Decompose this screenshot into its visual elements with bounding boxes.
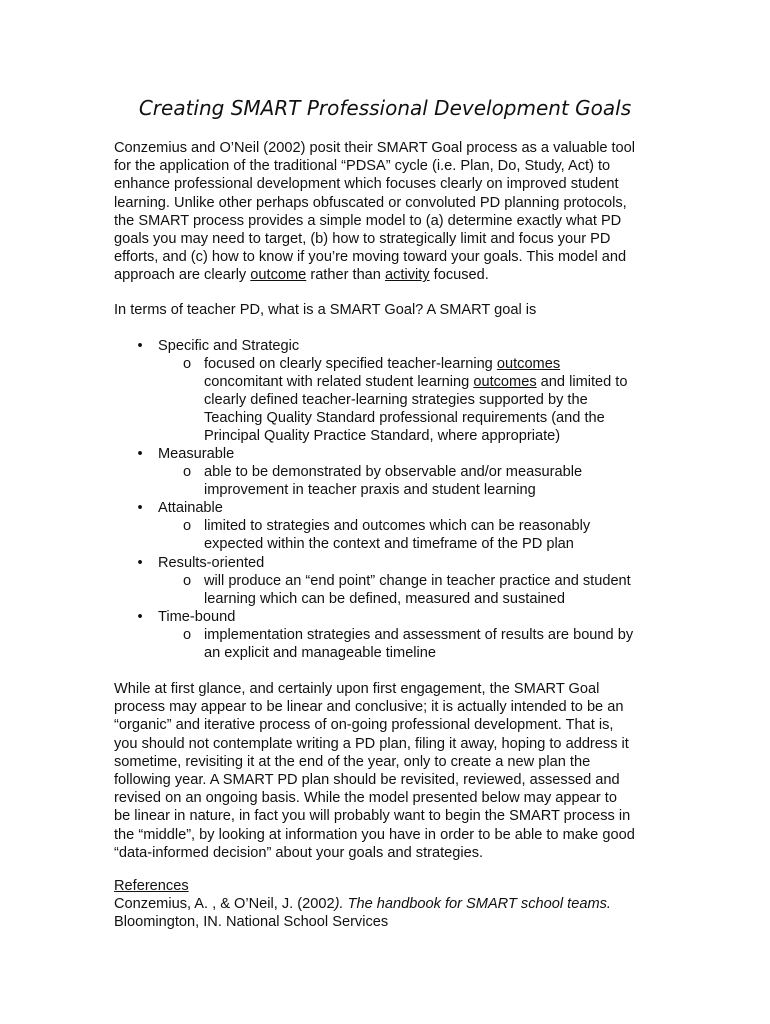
intro-last-line bbox=[114, 266, 635, 284]
sub-text-continuation bbox=[0, 481, 770, 499]
sub-text-line: clearly defined teacher-learning strategies supported by the bbox=[204, 392, 588, 408]
sub-text-line bbox=[204, 373, 627, 391]
sub-text-continuation bbox=[0, 590, 770, 608]
references-heading: References bbox=[114, 878, 189, 894]
document-title: Creating SMART Professional Development Goals bbox=[138, 96, 632, 120]
intro-line: efforts, and (c) how to know if you’re moving toward your goals. This model and bbox=[114, 249, 627, 266]
reference-citation bbox=[114, 895, 611, 913]
criterion-label: Time-bound bbox=[158, 609, 236, 625]
text-fragment: concomitant with related student learning bbox=[204, 374, 474, 390]
sub-text-continuation bbox=[0, 409, 770, 427]
intro-text-fragment: approach are clearly bbox=[114, 267, 251, 284]
citation-publisher: Bloomington, IN. National School Services bbox=[114, 914, 389, 931]
closing-line: While at first glance, and certainly upon first engagement, the SMART Goal bbox=[114, 681, 600, 697]
closing-line: you should not contemplate writing a PD plan, filing it away, hoping to address it bbox=[114, 735, 629, 752]
sub-list-item bbox=[0, 572, 770, 590]
bullet-marker: • bbox=[137, 338, 143, 354]
criterion-label: Results-oriented bbox=[158, 555, 265, 571]
smart-question: In terms of teacher PD, what is a SMART Goal? A SMART goal is bbox=[114, 302, 537, 318]
sub-text-line: able to be demonstrated by observable and/or measurable bbox=[204, 464, 583, 480]
bullet-marker: • bbox=[137, 446, 143, 462]
list-item bbox=[0, 337, 770, 355]
sub-bullet-marker: o bbox=[182, 627, 192, 643]
bullet-marker: • bbox=[137, 500, 143, 516]
closing-line: sometime, revisiting it at the end of the year, only to create a new plan the bbox=[114, 753, 591, 770]
closing-line: “data-informed decision” about your goals and strategies. bbox=[114, 844, 484, 861]
sub-text-line: an explicit and manageable timeline bbox=[204, 645, 437, 661]
bullet-marker: • bbox=[137, 609, 143, 625]
sub-text-continuation bbox=[0, 644, 770, 662]
sub-bullet-marker: o bbox=[182, 518, 192, 534]
underlined-word-outcomes: outcomes bbox=[473, 374, 537, 390]
closing-line: be linear in nature, in fact you will probably want to begin the SMART process in bbox=[114, 808, 631, 825]
citation-book-title: ). The handbook for SMART school teams. bbox=[334, 896, 611, 913]
sub-text-line: Teaching Quality Standard professional requirements (and the bbox=[204, 410, 605, 426]
sub-text-line: will produce an “end point” change in teacher practice and student bbox=[204, 573, 631, 589]
sub-text-continuation bbox=[0, 427, 770, 445]
closing-line: process may appear to be linear and conclusive; it is actually intended to be an bbox=[114, 699, 624, 716]
references-section bbox=[114, 877, 611, 932]
criterion-label: Specific and Strategic bbox=[158, 338, 300, 354]
sub-bullet-marker: o bbox=[182, 356, 192, 372]
intro-line: learning. Unlike other perhaps obfuscated or convoluted PD planning protocols, bbox=[114, 194, 627, 211]
sub-text-line: expected within the context and timeframe of the PD plan bbox=[204, 536, 574, 552]
list-item bbox=[0, 499, 770, 517]
criterion-label: Attainable bbox=[158, 500, 223, 516]
sub-list-item bbox=[0, 463, 770, 481]
sub-text-line: Principal Quality Practice Standard, where appropriate) bbox=[204, 428, 561, 444]
closing-paragraph bbox=[114, 680, 635, 862]
closing-line: revised on an ongoing basis. While the model presented below may appear to bbox=[114, 790, 617, 807]
criterion-label: Measurable bbox=[158, 446, 235, 462]
sub-list-item bbox=[0, 626, 770, 644]
underlined-word-outcome: outcome bbox=[250, 267, 307, 284]
sub-text-continuation bbox=[0, 373, 770, 391]
sub-text-line: limited to strategies and outcomes which can be reasonably bbox=[204, 518, 591, 534]
citation-authors: Conzemius, A. , & O’Neil, J. (2002 bbox=[114, 896, 335, 913]
text-fragment: and limited to bbox=[536, 374, 628, 390]
underlined-word-outcomes: outcomes bbox=[496, 356, 561, 372]
sub-bullet-marker: o bbox=[182, 464, 192, 480]
sub-text-line: improvement in teacher praxis and student learning bbox=[204, 482, 536, 498]
sub-text-continuation bbox=[0, 391, 770, 409]
text-fragment: focused on clearly specified teacher-learning bbox=[204, 356, 497, 372]
intro-text-fragment: focused. bbox=[429, 267, 489, 284]
intro-line: goals you may need to target, (b) how to strategically limit and focus your PD bbox=[114, 230, 611, 247]
intro-line: for the application of the traditional “PDSA” cycle (i.e. Plan, Do, Study, Act) to bbox=[114, 158, 611, 175]
intro-line: enhance professional development which focuses clearly on improved student bbox=[114, 176, 619, 193]
intro-line: Conzemius and O’Neil (2002) posit their SMART Goal process as a valuable tool bbox=[114, 140, 636, 156]
sub-bullet-marker: o bbox=[182, 573, 192, 589]
bullet-marker: • bbox=[137, 555, 143, 571]
list-item bbox=[0, 608, 770, 626]
closing-line: the “middle”, by looking at information you have in order to be able to make good bbox=[114, 826, 635, 843]
closing-line: following year. A SMART PD plan should be revisited, reviewed, assessed and bbox=[114, 771, 620, 788]
underlined-word-activity: activity bbox=[384, 267, 430, 284]
sub-text-continuation bbox=[0, 535, 770, 553]
list-item bbox=[0, 445, 770, 463]
intro-text-fragment: rather than bbox=[306, 267, 385, 284]
sub-list-item bbox=[0, 355, 770, 373]
sub-text-line: implementation strategies and assessment of results are bound by bbox=[204, 627, 634, 643]
list-item bbox=[0, 554, 770, 572]
closing-line: “organic” and iterative process of on-going professional development. That is, bbox=[114, 717, 614, 734]
intro-line: the SMART process provides a simple model to (a) determine exactly what PD bbox=[114, 212, 622, 229]
sub-text-line: learning which can be defined, measured and sustained bbox=[204, 591, 566, 607]
sub-text-line bbox=[204, 355, 560, 373]
intro-paragraph bbox=[114, 139, 635, 285]
sub-list-item bbox=[0, 517, 770, 535]
